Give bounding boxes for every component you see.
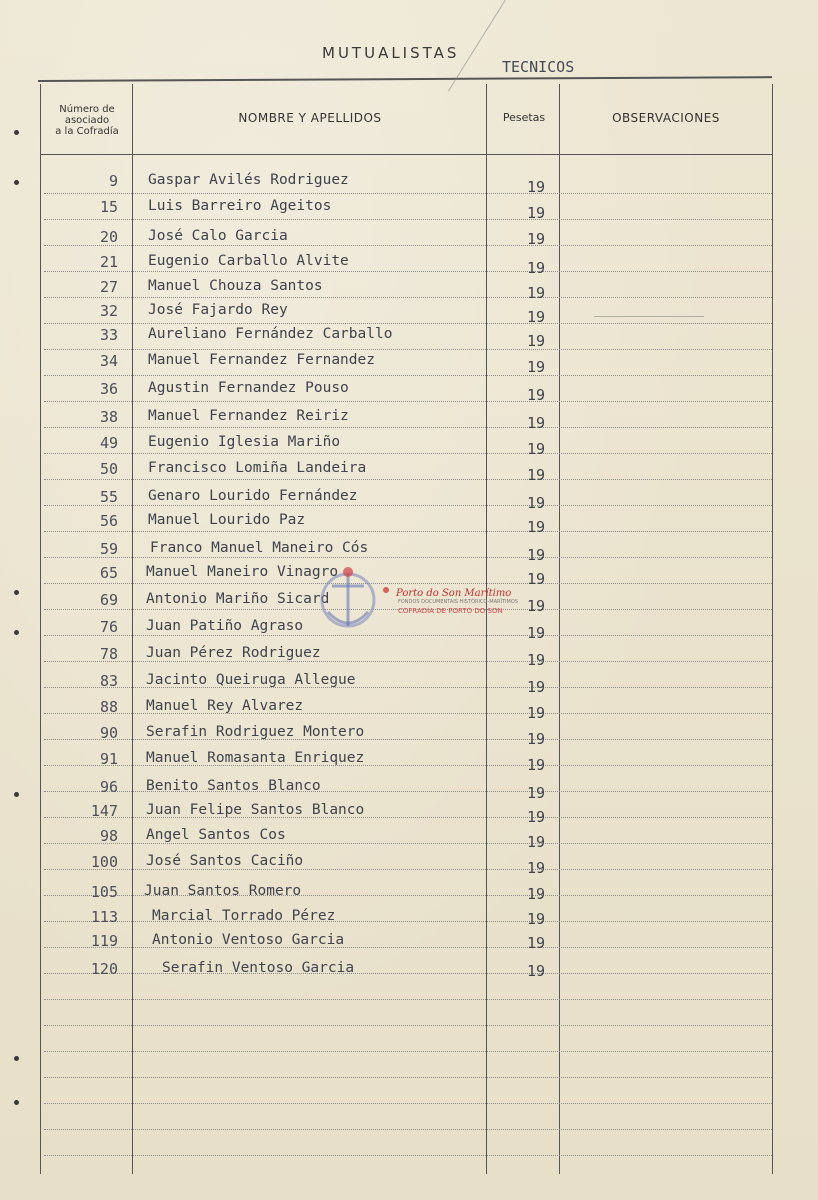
pesetas-amount: 19 xyxy=(526,308,546,326)
punch-hole xyxy=(14,180,19,185)
header-divider xyxy=(40,154,773,155)
watermark-brand: Porto do Son Marítimo xyxy=(396,588,512,599)
table-left-border xyxy=(40,84,41,1174)
member-name: Juan Patiño Agraso xyxy=(146,618,304,634)
member-name: Manuel Maneiro Vinagro xyxy=(146,564,339,580)
pesetas-amount: 19 xyxy=(526,178,546,196)
page-subtitle: TECNICOS xyxy=(502,58,575,76)
ruled-line xyxy=(44,453,772,454)
member-name: Genaro Lourido Fernández xyxy=(148,488,358,504)
member-name: Eugenio Iglesia Mariño xyxy=(148,434,341,450)
member-number: 56 xyxy=(99,512,118,530)
member-number: 119 xyxy=(90,932,118,950)
ruled-line xyxy=(44,245,772,246)
member-number: 90 xyxy=(99,724,118,742)
pesetas-amount: 19 xyxy=(526,259,546,277)
ruled-line xyxy=(44,1103,772,1104)
pesetas-amount: 19 xyxy=(526,570,546,588)
table-right-border xyxy=(772,84,773,1174)
pesetas-amount: 19 xyxy=(526,546,546,564)
ruled-line xyxy=(44,531,772,532)
pesetas-amount: 19 xyxy=(526,756,546,774)
punch-hole xyxy=(14,1056,19,1061)
member-number: 50 xyxy=(99,460,118,478)
column-divider xyxy=(559,84,560,1174)
member-number: 91 xyxy=(99,750,118,768)
pesetas-amount: 19 xyxy=(526,784,546,802)
column-divider xyxy=(132,84,133,1174)
ruled-line xyxy=(44,479,772,480)
member-name: Juan Pérez Rodriguez xyxy=(146,645,321,661)
member-name: Manuel Chouza Santos xyxy=(148,278,323,294)
member-number: 21 xyxy=(99,253,118,271)
member-number: 98 xyxy=(99,827,118,845)
ruled-line xyxy=(44,1129,772,1130)
watermark-line2: COFRADÍA DE PORTO DO SON xyxy=(398,607,503,615)
member-name: Luis Barreiro Ageitos xyxy=(148,198,332,214)
member-number: 96 xyxy=(99,778,118,796)
header-member-number: Número de asociado a la Cofradía xyxy=(55,104,119,137)
pesetas-amount: 19 xyxy=(526,651,546,669)
ruled-line xyxy=(44,323,772,324)
member-number: 49 xyxy=(99,434,118,452)
member-name: Francisco Lomiña Landeira xyxy=(148,460,367,476)
ruled-line xyxy=(44,297,772,298)
pesetas-amount: 19 xyxy=(526,730,546,748)
member-number: 88 xyxy=(99,698,118,716)
member-number: 32 xyxy=(99,302,118,320)
member-name: José Fajardo Rey xyxy=(148,302,288,318)
member-name: Juan Santos Romero xyxy=(144,883,302,899)
ruled-line xyxy=(44,557,772,558)
ruled-line xyxy=(44,271,772,272)
member-name: Juan Felipe Santos Blanco xyxy=(146,802,365,818)
header-pesetas: Pesetas xyxy=(502,111,546,124)
pesetas-amount: 19 xyxy=(526,204,546,222)
table-top-border xyxy=(38,76,772,82)
member-name: José Santos Caciño xyxy=(146,853,304,869)
ruled-line xyxy=(44,1077,772,1078)
member-number: 59 xyxy=(99,540,118,558)
member-number: 20 xyxy=(99,228,118,246)
pesetas-amount: 19 xyxy=(526,518,546,536)
pesetas-amount: 19 xyxy=(526,910,546,928)
ruled-line xyxy=(44,375,772,376)
pesetas-amount: 19 xyxy=(526,859,546,877)
pesetas-amount: 19 xyxy=(526,624,546,642)
page-title: MUTUALISTAS xyxy=(322,44,460,62)
pesetas-amount: 19 xyxy=(526,466,546,484)
pesetas-amount: 19 xyxy=(526,678,546,696)
header-observations: OBSERVACIONES xyxy=(612,111,720,125)
member-number: 76 xyxy=(99,618,118,636)
punch-hole xyxy=(14,630,19,635)
pesetas-amount: 19 xyxy=(526,808,546,826)
header-name: NOMBRE Y APELLIDOS xyxy=(238,111,382,125)
punch-hole xyxy=(14,792,19,797)
ruled-line xyxy=(44,193,772,194)
member-name: Manuel Lourido Paz xyxy=(148,512,306,528)
member-number: 113 xyxy=(90,908,118,926)
member-number: 147 xyxy=(90,802,118,820)
pesetas-amount: 19 xyxy=(526,934,546,952)
member-number: 83 xyxy=(99,672,118,690)
member-name: Serafin Ventoso Garcia xyxy=(162,960,355,976)
pesetas-amount: 19 xyxy=(526,440,546,458)
pesetas-amount: 19 xyxy=(526,386,546,404)
member-number: 120 xyxy=(90,960,118,978)
member-name: Gaspar Avilés Rodriguez xyxy=(148,172,349,188)
member-number: 15 xyxy=(99,198,118,216)
ruled-line xyxy=(44,401,772,402)
watermark-line1: FONDOS DOCUMENTAIS HISTÓRICO-MARÍTIMOS xyxy=(398,599,518,605)
member-number: 69 xyxy=(99,591,118,609)
ruled-line xyxy=(44,1051,772,1052)
member-name: Antonio Mariño Sicard xyxy=(146,591,330,607)
member-name: Franco Manuel Maneiro Cós xyxy=(150,540,369,556)
pesetas-amount: 19 xyxy=(526,962,546,980)
member-name: José Calo Garcia xyxy=(148,228,288,244)
member-name: Manuel Fernandez Fernandez xyxy=(148,352,375,368)
member-name: Serafin Rodriguez Montero xyxy=(146,724,365,740)
punch-hole xyxy=(14,590,19,595)
member-number: 38 xyxy=(99,408,118,426)
member-number: 65 xyxy=(99,564,118,582)
member-name: Agustin Fernandez Pouso xyxy=(148,380,349,396)
member-name: Eugenio Carballo Alvite xyxy=(148,253,349,269)
member-number: 55 xyxy=(99,488,118,506)
pesetas-amount: 19 xyxy=(526,833,546,851)
member-number: 78 xyxy=(99,645,118,663)
ruled-line xyxy=(44,349,772,350)
member-name: Antonio Ventoso Garcia xyxy=(152,932,345,948)
ruled-line xyxy=(44,1025,772,1026)
ruled-line xyxy=(44,219,772,220)
punch-hole xyxy=(14,130,19,135)
pesetas-amount: 19 xyxy=(526,332,546,350)
member-name: Marcial Torrado Pérez xyxy=(152,908,336,924)
member-name: Angel Santos Cos xyxy=(146,827,286,843)
member-number: 36 xyxy=(99,380,118,398)
member-number: 105 xyxy=(90,883,118,901)
member-number: 27 xyxy=(99,278,118,296)
member-number: 33 xyxy=(99,326,118,344)
pesetas-amount: 19 xyxy=(526,704,546,722)
pesetas-amount: 19 xyxy=(526,358,546,376)
punch-hole xyxy=(14,1100,19,1105)
member-name: Manuel Romasanta Enriquez xyxy=(146,750,365,766)
pesetas-amount: 19 xyxy=(526,597,546,615)
pesetas-amount: 19 xyxy=(526,284,546,302)
ruled-line xyxy=(44,973,772,974)
member-number: 34 xyxy=(99,352,118,370)
member-number: 100 xyxy=(90,853,118,871)
ruled-line xyxy=(44,1155,772,1156)
member-name: Benito Santos Blanco xyxy=(146,778,321,794)
ruled-line xyxy=(44,661,772,662)
pesetas-amount: 19 xyxy=(526,230,546,248)
ruled-line xyxy=(44,869,772,870)
member-name: Aureliano Fernández Carballo xyxy=(148,326,393,342)
member-name: Manuel Fernandez Reiriz xyxy=(148,408,349,424)
ruled-line xyxy=(44,999,772,1000)
pesetas-amount: 19 xyxy=(526,414,546,432)
pesetas-amount: 19 xyxy=(526,885,546,903)
member-name: Manuel Rey Alvarez xyxy=(146,698,304,714)
member-name: Jacinto Queiruga Allegue xyxy=(146,672,356,688)
faint-stamp-mark xyxy=(594,316,704,317)
ruled-line xyxy=(44,505,772,506)
member-number: 9 xyxy=(108,172,118,190)
pesetas-amount: 19 xyxy=(526,494,546,512)
ruled-line xyxy=(44,843,772,844)
ruled-line xyxy=(44,427,772,428)
